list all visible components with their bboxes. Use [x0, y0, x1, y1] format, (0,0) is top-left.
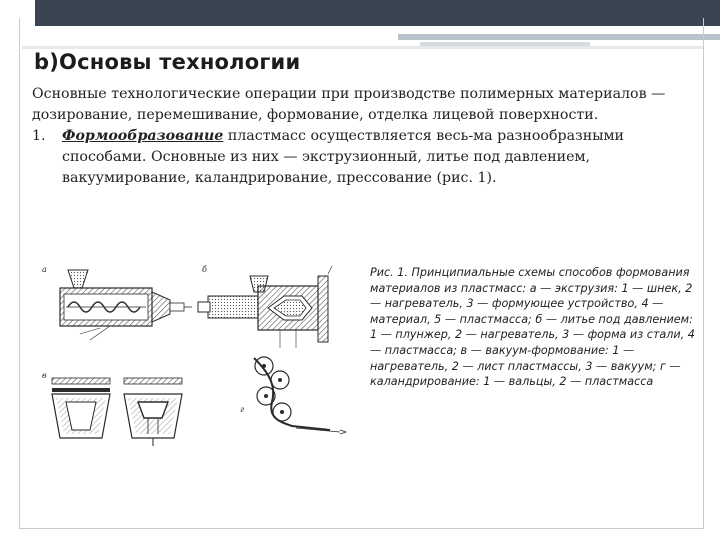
- vacuum-forming-diagram: [52, 378, 182, 446]
- extrusion-diagram: [60, 270, 192, 340]
- slide-frame-bottom: [19, 528, 704, 529]
- slide-body: [32, 84, 692, 189]
- list-number: 1.: [32, 128, 46, 144]
- slide-title: b)Основы технологии: [34, 50, 301, 74]
- calendering-diagram: [254, 357, 346, 434]
- figure-label-b: б: [202, 265, 207, 274]
- title-underline-shadow: [22, 46, 703, 49]
- list-item-text: [62, 126, 692, 189]
- forming-methods-figure: [40, 262, 360, 448]
- figure-caption: Рис. 1. Принципиальные схемы способов формования материалов из пластмасс: а — экструзия: 1 — шнек, 2 — нагреватель, 3 — формующее устройство, 4 — материал, 5 — пластмасса; б — литье под давлением: 1 — плунжер, 2 — нагреватель, 3 — форма из стали, 4 — пластмасса; в — вакуум-формование: 1 — нагреватель, 2 — лист пластмассы, 3 — вакуум; г — каландрирование: 1 — вальцы, 2 — пластмасса: [370, 266, 695, 389]
- figure-label-g: г: [240, 405, 245, 414]
- list-item-body: пластмасс осуществляется весь-ма разнообразными способами. Основные из них — экструзионный, литье под давлением, вакуумирование, каландрирование, прессование (рис. 1).: [62, 128, 625, 186]
- top-decoration-bar: [0, 0, 720, 28]
- accent-stripe: [398, 34, 720, 40]
- figure-label-a: а: [42, 265, 47, 274]
- paragraph-operations: Основные технологические операции при производстве полимерных материалов — дозирование, перемешивание, формование, отделка лицевой поверхности.: [32, 86, 666, 123]
- highlight-term: Формообразование: [62, 128, 224, 144]
- injection-molding-diagram: [198, 266, 332, 348]
- top-dark-band: [35, 0, 720, 26]
- slide-frame-right: [703, 18, 704, 528]
- figure-label-v: в: [42, 371, 47, 380]
- list-item: [32, 126, 692, 189]
- slide-frame-left: [19, 18, 20, 528]
